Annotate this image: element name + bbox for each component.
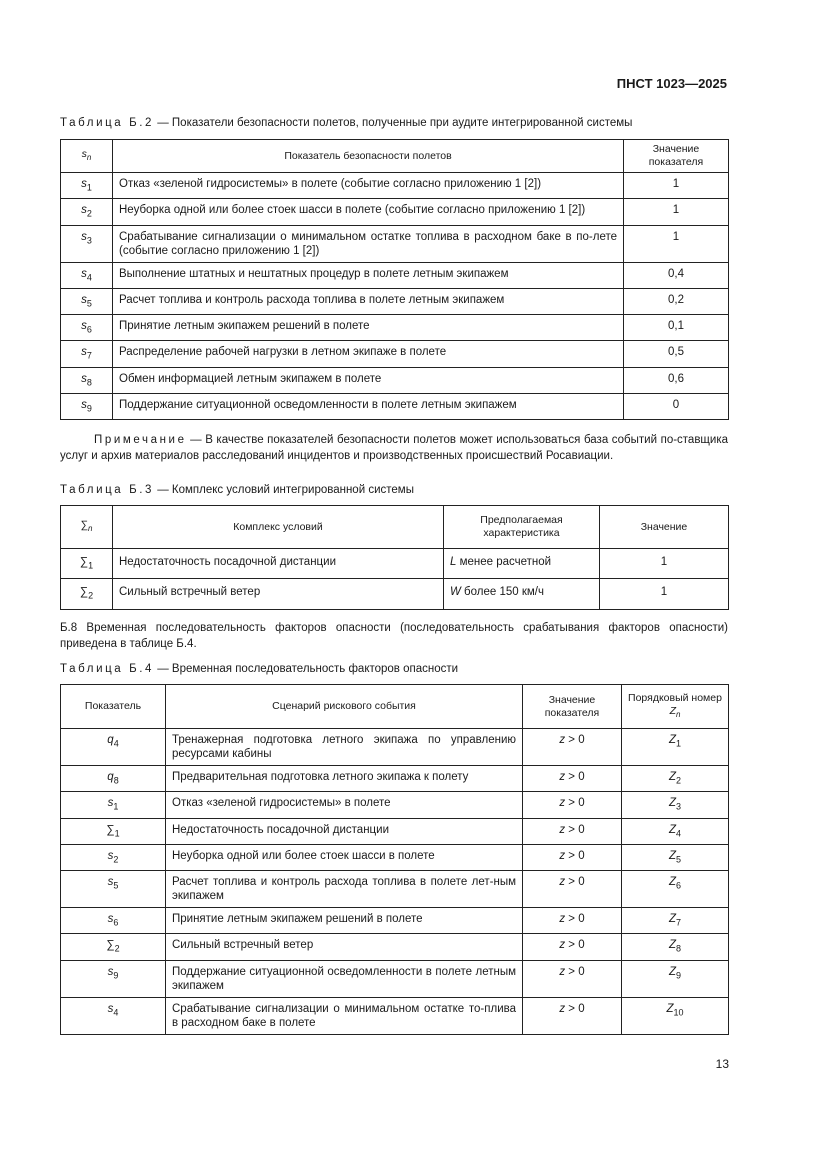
header-symbol-text: $s_n$ <box>81 147 92 163</box>
row-value: z > 0 <box>523 997 622 1034</box>
row-indicator: $q_8$ <box>61 766 166 792</box>
row-scenario: Предварительная подготовка летного экипажа к полету <box>166 766 523 792</box>
row-indicator: $s_2$ <box>61 844 166 870</box>
row-value: 1 <box>600 579 729 609</box>
caption-text: — Временная последовательность факторов опасности <box>154 663 459 675</box>
row-value: 1 <box>624 225 729 262</box>
row-indicator: Неуборка одной или более стоек шасси в полете (событие согласно приложению 1 [2]) <box>113 199 624 225</box>
row-symbol: $s_3$ <box>61 225 113 262</box>
column-header-order: Порядковый номер $Z_n$ <box>622 685 729 729</box>
caption-text: — Комплекс условий интегрированной системы <box>154 484 414 496</box>
table-row <box>61 871 729 908</box>
row-indicator: $\sum_2$ <box>61 934 166 960</box>
row-scenario: Неуборка одной или более стоек шасси в полете <box>166 844 523 870</box>
row-scenario: Отказ «зеленой гидросистемы» в полете <box>166 792 523 818</box>
row-symbol: $s_5$ <box>61 288 113 314</box>
table-row <box>61 173 729 199</box>
caption-text: — Показатели безопасности полетов, полученные при аудите интегрированной системы <box>154 117 633 129</box>
variable-z: z <box>559 849 566 862</box>
row-condition: Сильный встречный ветер <box>113 579 444 609</box>
row-indicator: Обмен информацией летным экипажем в полете <box>113 367 624 393</box>
row-symbol: $\sum_1$ <box>61 549 113 579</box>
row-order: $Z_3$ <box>622 792 729 818</box>
table-row <box>61 225 729 262</box>
column-header-value: Значение показателя <box>624 140 729 173</box>
variable-z: z <box>559 913 566 926</box>
row-value: 0 <box>624 394 729 420</box>
table-b2-caption <box>60 117 632 129</box>
row-value: z > 0 <box>523 960 622 997</box>
row-indicator: $s_9$ <box>61 960 166 997</box>
row-indicator: $s_6$ <box>61 908 166 934</box>
row-indicator: Расчет топлива и контроль расхода топлива в полете летным экипажем <box>113 288 624 314</box>
table-row <box>61 288 729 314</box>
row-indicator: Выполнение штатных и нештатных процедур в полете летным экипажем <box>113 262 624 288</box>
row-value: z > 0 <box>523 871 622 908</box>
table-row <box>61 549 729 579</box>
table-row <box>61 199 729 225</box>
characteristic-variable: L <box>450 556 457 568</box>
row-value: 1 <box>624 173 729 199</box>
row-value: 0,2 <box>624 288 729 314</box>
row-indicator: Срабатывание сигнализации о минимальном остатке топлива в расходном баке в по-лете (событие согласно приложению 1 [2]) <box>113 225 624 262</box>
column-header-scenario: Сценарий рискового события <box>166 685 523 729</box>
row-value: 0,5 <box>624 341 729 367</box>
table-row <box>61 997 729 1034</box>
row-characteristic <box>444 579 600 609</box>
row-order: $Z_7$ <box>622 908 729 934</box>
row-characteristic <box>444 549 600 579</box>
variable-z: z <box>559 797 566 810</box>
table-row <box>61 579 729 609</box>
row-symbol: $\sum_2$ <box>61 579 113 609</box>
row-condition: Недостаточность посадочной дистанции <box>113 549 444 579</box>
row-value: z > 0 <box>523 844 622 870</box>
column-header-symbol <box>61 140 113 173</box>
column-header-indicator: Показатель <box>61 685 166 729</box>
characteristic-variable: W <box>450 586 461 599</box>
row-symbol: $s_9$ <box>61 394 113 420</box>
row-value: z > 0 <box>523 818 622 844</box>
note-lead: Примечание <box>94 434 187 446</box>
row-symbol: $s_8$ <box>61 367 113 393</box>
characteristic-text: более 150 км/ч <box>460 586 544 599</box>
row-indicator: Распределение рабочей нагрузки в летном экипаже в полете <box>113 341 624 367</box>
row-order: $Z_9$ <box>622 960 729 997</box>
caption-lead: Таблица Б.4 <box>60 663 155 675</box>
variable-z: z <box>559 734 566 746</box>
variable-z: z <box>559 939 566 952</box>
row-scenario: Недостаточность посадочной дистанции <box>166 818 523 844</box>
characteristic-text: менее расчетной <box>456 556 552 568</box>
row-symbol: $s_7$ <box>61 341 113 367</box>
row-value: z > 0 <box>523 908 622 934</box>
variable-z: z <box>559 771 566 783</box>
caption-lead: Таблица Б.2 <box>60 117 155 129</box>
caption-lead: Таблица Б.3 <box>60 484 155 496</box>
paragraph-b8: Б.8 Временная последовательность факторов опасности (последовательность срабатывания факторов опасности) приведена в таблице Б.4. <box>60 622 728 650</box>
row-order: $Z_4$ <box>622 818 729 844</box>
row-symbol: $s_6$ <box>61 315 113 341</box>
table-row <box>61 394 729 420</box>
row-scenario: Принятие летным экипажем решений в полете <box>166 908 523 934</box>
table-row <box>61 341 729 367</box>
table-b2 <box>60 139 729 420</box>
variable-z: z <box>559 965 566 978</box>
row-value: z > 0 <box>523 934 622 960</box>
row-value: z > 0 <box>523 729 622 766</box>
table-b3-caption <box>60 484 414 496</box>
row-indicator: $s_5$ <box>61 871 166 908</box>
table-row <box>61 934 729 960</box>
row-order: $Z_{10}$ <box>622 997 729 1034</box>
variable-z: z <box>559 823 566 836</box>
row-value: 0,6 <box>624 367 729 393</box>
row-indicator: Отказ «зеленой гидросистемы» в полете (событие согласно приложению 1 [2]) <box>113 173 624 199</box>
table-b3 <box>60 505 729 610</box>
row-value: 0,1 <box>624 315 729 341</box>
row-indicator: $s_4$ <box>61 997 166 1034</box>
table-b4 <box>60 684 729 1035</box>
table-row <box>61 729 729 766</box>
table-row <box>61 792 729 818</box>
row-indicator: Поддержание ситуационной осведомленности в полете летным экипажем <box>113 394 624 420</box>
document-id: ПНСТ 1023—2025 <box>616 76 727 91</box>
table-row <box>61 766 729 792</box>
row-scenario: Расчет топлива и контроль расхода топлива в полете лет-ным экипажем <box>166 871 523 908</box>
column-header-symbol: $\sum_n$ <box>61 506 113 549</box>
row-indicator: $\sum_1$ <box>61 818 166 844</box>
table-row <box>61 908 729 934</box>
row-indicator: $q_4$ <box>61 729 166 766</box>
table-row <box>61 315 729 341</box>
column-header-characteristic: Предполагаемая характеристика <box>444 506 600 549</box>
row-order: $Z_2$ <box>622 766 729 792</box>
row-symbol: $s_4$ <box>61 262 113 288</box>
row-order: $Z_1$ <box>622 729 729 766</box>
page-number: 13 <box>715 1057 729 1071</box>
row-value: z > 0 <box>523 766 622 792</box>
row-scenario: Сильный встречный ветер <box>166 934 523 960</box>
table-row <box>61 844 729 870</box>
row-value: 0,4 <box>624 262 729 288</box>
column-header-indicator: Показатель безопасности полетов <box>113 140 624 173</box>
table-row <box>61 262 729 288</box>
table-b4-caption <box>60 663 458 675</box>
row-scenario: Поддержание ситуационной осведомленности в полете летным экипажем <box>166 960 523 997</box>
variable-z: z <box>559 1002 566 1015</box>
row-scenario: Тренажерная подготовка летного экипажа по управлению ресурсами кабины <box>166 729 523 766</box>
column-header-value: Значение <box>600 506 729 549</box>
row-symbol: $s_2$ <box>61 199 113 225</box>
note <box>60 432 728 464</box>
note-text: — В качестве показателей безопасности полетов может использоваться база событий по-ставщика услуг и архив материалов расследований инцидентов и производственных происшествий Росавиации. <box>60 434 728 462</box>
column-header-value: Значение показателя <box>523 685 622 729</box>
row-value: z > 0 <box>523 792 622 818</box>
row-indicator: $s_1$ <box>61 792 166 818</box>
column-header-conditions: Комплекс условий <box>113 506 444 549</box>
row-value: 1 <box>624 199 729 225</box>
row-scenario: Срабатывание сигнализации о минимальном остатке то-плива в расходном баке в полете <box>166 997 523 1034</box>
row-symbol: $s_1$ <box>61 173 113 199</box>
row-order: $Z_5$ <box>622 844 729 870</box>
row-order: $Z_6$ <box>622 871 729 908</box>
row-order: $Z_8$ <box>622 934 729 960</box>
row-value: 1 <box>600 549 729 579</box>
table-row <box>61 960 729 997</box>
table-row <box>61 818 729 844</box>
row-indicator: Принятие летным экипажем решений в полете <box>113 315 624 341</box>
variable-z: z <box>559 876 566 889</box>
table-row <box>61 367 729 393</box>
